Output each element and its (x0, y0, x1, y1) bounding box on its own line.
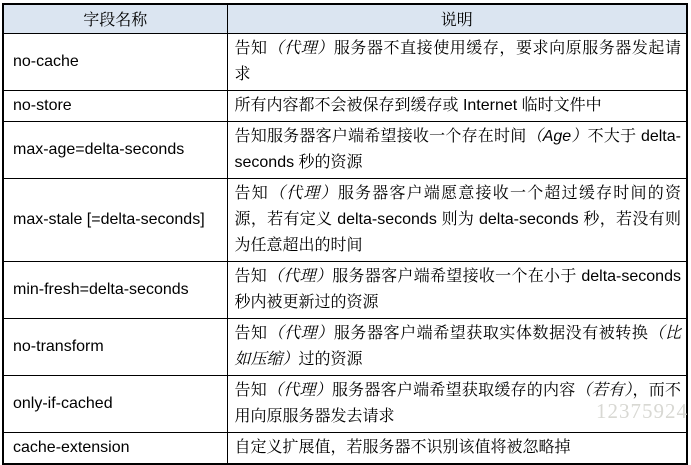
field-name-cell: max-age=delta-seconds (3, 121, 227, 178)
field-name-cell: no-store (3, 90, 227, 121)
table-row (3, 121, 687, 178)
description-cell (227, 121, 687, 178)
description-segment-italic: （代理） (268, 184, 338, 202)
description-segment: 告知 (234, 324, 268, 342)
header-cell-field-name: 字段名称 (3, 4, 227, 33)
description-segment: 告知 (234, 184, 269, 202)
description-segment: 不大于 delta-seconds 秒的资源 (234, 127, 681, 171)
description-segment-italic: （比如压缩） (234, 324, 681, 368)
description-segment: 服务器客户端愿意接收一个超过缓存时间的资源，若有定义 delta-seconds 则为 delta-seconds 秒，若没有则为任意超出的时间 (234, 184, 681, 254)
table-row (3, 90, 687, 121)
field-name-cell: no-transform (3, 318, 227, 375)
description-cell (227, 90, 687, 121)
table-row (3, 261, 687, 318)
field-name-cell: min-fresh=delta-seconds (3, 261, 227, 318)
header-cell-description: 说明 (227, 4, 687, 33)
description-segment: 所有内容都不会被保存到缓存或 Internet 临时文件中 (234, 96, 602, 114)
field-name-cell: only-if-cached (3, 375, 227, 432)
field-name-cell: no-cache (3, 33, 227, 90)
field-name-cell: cache-extension (3, 432, 227, 464)
description-segment: 告知 (234, 39, 268, 57)
description-segment: 告知 (234, 267, 268, 285)
description-segment: 服务器客户端希望获取实体数据没有被转换 (333, 324, 649, 342)
description-segment: ，而不用向原服务器发去请求 (234, 381, 681, 425)
table-row (3, 375, 687, 432)
description-segment-italic: （代理） (267, 267, 333, 285)
description-segment-italic: （代理） (267, 324, 334, 342)
description-segment: 过的资源 (298, 350, 363, 368)
description-segment: 告知服务器客户端希望接收一个存在时间 (234, 127, 527, 145)
description-segment: 告知 (234, 381, 267, 399)
description-cell (227, 318, 687, 375)
table-header-row (3, 4, 687, 33)
table-row (3, 432, 687, 464)
table-row (3, 318, 687, 375)
description-cell (227, 432, 687, 464)
field-name-cell: max-stale [=delta-seconds] (3, 178, 227, 261)
table-row (3, 178, 687, 261)
description-segment-italic: （若有） (575, 381, 633, 399)
description-segment-italic: （Age） (526, 127, 588, 145)
description-cell (227, 375, 687, 432)
table-body (3, 33, 687, 464)
description-cell (227, 178, 687, 261)
description-segment: 服务器客户端希望接收一个在小于 delta-seconds 秒内被更新过的资源 (234, 267, 681, 311)
cache-control-table (2, 3, 688, 465)
description-segment: 服务器客户端希望获取缓存的内容 (331, 381, 576, 399)
table-row (3, 33, 687, 90)
description-segment: 服务器不直接使用缓存，要求向原服务器发起请求 (234, 39, 681, 83)
description-segment-italic: （代理） (266, 381, 332, 399)
watermark-text: 12375924 (596, 399, 688, 423)
description-cell (227, 261, 687, 318)
description-cell (227, 33, 687, 90)
description-segment-italic: （代理） (267, 39, 334, 57)
description-segment: 自定义扩展值，若服务器不识别该值将被忽略掉 (234, 438, 571, 456)
